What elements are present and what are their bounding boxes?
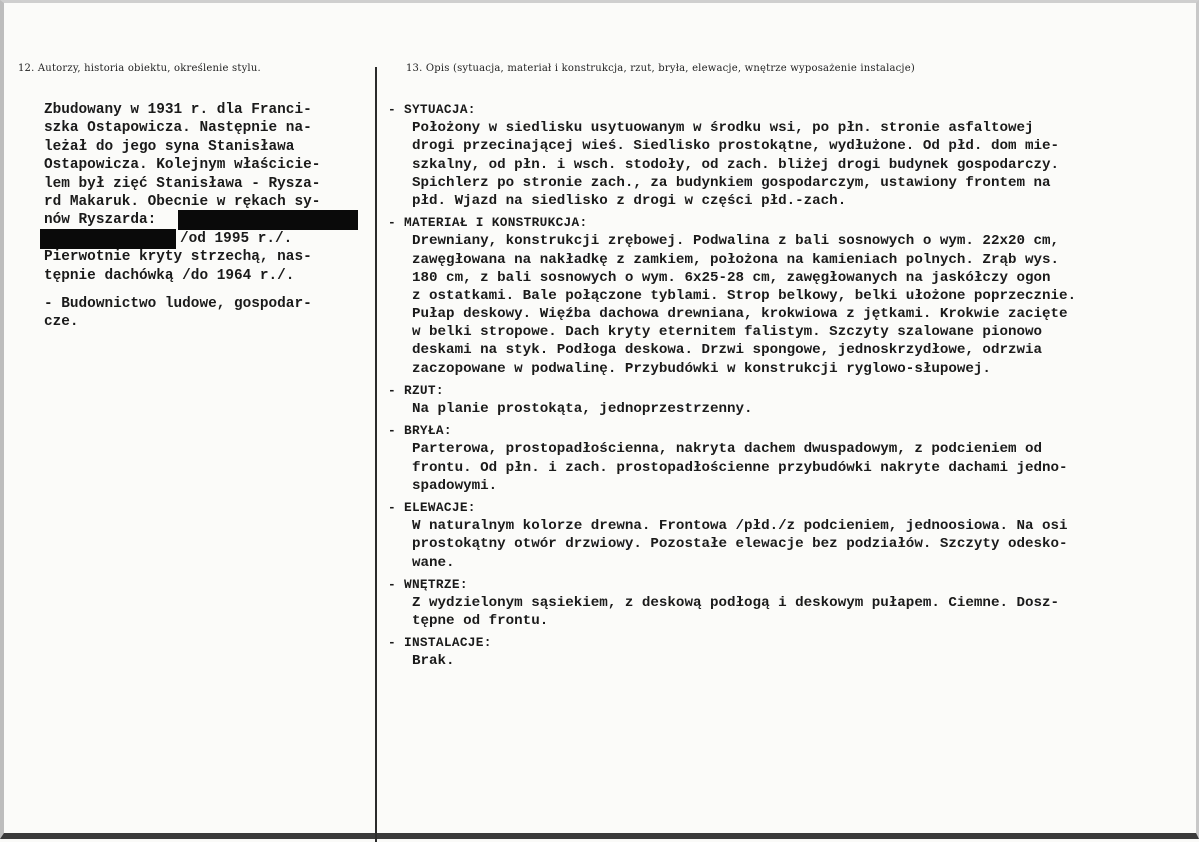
redaction-bar: [40, 229, 176, 249]
section-title: - BRYŁA:: [388, 423, 452, 439]
history-line-redacted-a: [44, 211, 366, 229]
style-line: cze.: [44, 314, 79, 331]
section-line: Na planie prostokąta, jednoprzestrzenny.: [412, 401, 753, 417]
column-divider: [375, 67, 377, 842]
section-title: - WNĘTRZE:: [388, 576, 468, 592]
section-13-header: 13. Opis (sytuacja, materiał i konstrukcja, rzut, bryła, elewacje, wnętrze wyposażenie instalacje): [406, 63, 915, 74]
history-line: /od 1995 r./.: [180, 230, 293, 247]
section-line: zawęgłowana na nakładkę z zamkiem, położona na kamieniach polnych. Zrąb wys.: [412, 251, 1060, 268]
history-line-redacted-b: [44, 230, 366, 248]
section-line: tępne od frontu.: [412, 613, 549, 630]
section-bryla: [388, 422, 1198, 495]
section-title: - INSTALACJE:: [388, 635, 492, 651]
section-line: zaczopowane w podwalinę. Przybudówki w konstrukcji ryglowo-słupowej.: [412, 360, 991, 377]
style-line: - Budownictwo ludowe, gospodar-: [44, 295, 312, 312]
history-line: tępnie dachówką /do 1964 r./.: [44, 267, 295, 284]
section-title: - MATERIAŁ I KONSTRUKCJA:: [388, 215, 588, 231]
section-line: w belki stropowe. Dach kryty eternitem falistym. Szczyty szalowane pionowo: [412, 324, 1043, 341]
description-column: [388, 101, 1198, 675]
history-line: Ostapowicza. Kolejnym właścicie-: [44, 157, 321, 174]
section-line: Parterowa, prostopadłościenna, nakryta dachem dwuspadowym, z podcieniem od: [412, 441, 1043, 458]
history-line: rd Makaruk. Obecnie w rękach sy-: [44, 193, 321, 210]
section-line: prostokątny otwór drzwiowy. Pozostałe elewacje bez podziałów. Szczyty odesko-: [412, 536, 1068, 553]
section-line: 180 cm, z bali sosnowych o wym. 6x25-28 cm, zawęgłowanych na jaskółczy ogon: [412, 269, 1051, 286]
section-line: Brak.: [412, 653, 455, 670]
section-line: spadowymi.: [412, 477, 498, 494]
history-line: Zbudowany w 1931 r. dla Franci-: [44, 102, 312, 118]
section-elewacje: [388, 499, 1198, 572]
section-line: Położony w siedlisku usytuowanym w środku wsi, po płn. stronie asfaltowej: [412, 120, 1034, 137]
section-instalacje: [388, 634, 1198, 670]
section-line: Pułap deskowy. Więźba dachowa drewniana, krokwiowa z jętkami. Krokwie zacięte: [412, 306, 1068, 323]
section-line: frontu. Od płn. i zach. prostopadłościenne przybudówki nakryte dachami jedno-: [412, 459, 1068, 476]
section-wnetrze: [388, 576, 1198, 631]
history-line: lem był zięć Stanisława - Rysza-: [44, 175, 321, 192]
section-line: Z wydzielonym sąsiekiem, z deskową podłogą i deskowym pułapem. Ciemne. Dosz-: [412, 594, 1060, 611]
section-line: deskami na styk. Podłoga deskowa. Drzwi spongowe, jednoskrzydłowe, odrzwia: [412, 342, 1043, 359]
section-line: z ostatkami. Bale połączone tyblami. Strop belkowy, belki ułożone poprzecznie.: [412, 287, 1077, 304]
section-sytuacja: [388, 101, 1198, 210]
section-title: - RZUT:: [388, 382, 444, 398]
redaction-bar: [178, 210, 358, 230]
section-line: drogi przecinającej wieś. Siedlisko prostokątne, wydłużone. Od płd. dom mie-: [412, 138, 1060, 155]
section-rzut: [388, 382, 1198, 418]
section-line: wane.: [412, 554, 455, 571]
history-line: szka Ostapowicza. Następnie na-: [44, 120, 312, 137]
section-12-header: 12. Autorzy, historia obiektu, określenie stylu.: [18, 63, 261, 74]
section-line: szkalny, od płn. i wsch. stodoły, od zach. bliżej drogi budynek gospodarczy.: [412, 156, 1060, 173]
history-line: leżał do jego syna Stanisława: [44, 138, 295, 155]
section-material: [388, 214, 1198, 378]
section-line: Spichlerz po stronie zach., za budynkiem gospodarczym, ustawiony frontem na: [412, 174, 1051, 191]
section-title: - ELEWACJE:: [388, 499, 476, 515]
section-title: - SYTUACJA:: [388, 102, 476, 117]
section-line: płd. Wjazd na siedlisko z drogi w części płd.-zach.: [412, 192, 847, 209]
history-line: Pierwotnie kryty strzechą, nas-: [44, 249, 312, 266]
section-line: W naturalnym kolorze drewna. Frontowa /płd./z podcieniem, jednoosiowa. Na osi: [412, 518, 1068, 535]
section-line: Drewniany, konstrukcji zrębowej. Podwalina z bali sosnowych o wym. 22x20 cm,: [412, 233, 1060, 250]
history-line: nów Ryszarda:: [44, 212, 157, 229]
history-column: [44, 101, 366, 332]
